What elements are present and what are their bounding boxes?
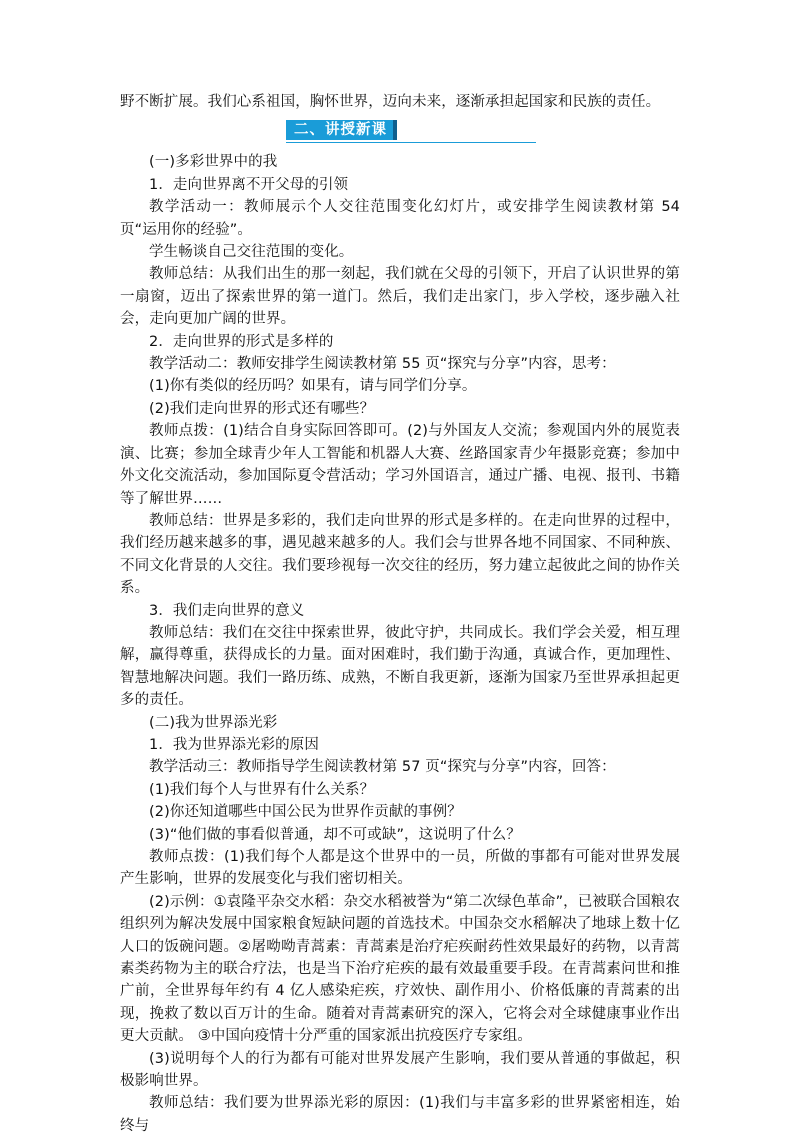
paragraph: (1)我们每个人与世界有什么关系？ [149,781,375,798]
paragraph: 学生畅谈自己交往范围的变化。 [149,244,354,261]
paragraph: 教学活动一：教师展示个人交往范围变化幻灯片，或安排学生阅读教材第 54 页“运用你的经验”。 [120,199,680,238]
paragraph: 教学活动二：教师安排学生阅读教材第 55 页“探究与分享”内容，思考： [149,356,616,373]
paragraph: 教师总结：从我们出生的那一刻起，我们就在父母的引领下，开启了认识世界的第一扇窗，迈出了探索世界的第一道门。然后，我们走出家门，步入学校，逐步融入社会，走向更加广阔的世界。 [120,266,680,328]
paragraph: 教师总结：我们要为世界添光彩的原因：(1)我们与丰富多彩的世界紧密相连，始终与 [120,1095,680,1134]
paragraph: (2)我们走向世界的形式还有哪些？ [149,400,375,417]
paragraph: 1．走向世界离不开父母的引领 [149,176,349,193]
paragraph: (一)多彩世界中的我 [149,154,278,171]
paragraph: (3)“他们做的事看似普通，却不可或缺”，这说明了什么？ [149,826,521,843]
intro-line: 野不断扩展。我们心系祖国，胸怀世界，迈向未来，逐渐承担起国家和民族的责任。 [120,94,661,110]
paragraph: 教师点拨：(1)结合自身实际回答即可。(2)与外国友人交流；参观国内外的展览表演、比赛；参加全球青少年人工智能和机器人大赛、丝路国家青少年摄影竞赛；参加中外文化交流活动，参加国际夏令营活动；学习外国语言，通过广播、电视、报刊、书籍等了解世界…… [120,423,680,507]
section-underline [286,142,536,143]
paragraph: 3．我们走向世界的意义 [149,602,305,619]
paragraph: (3)说明每个人的行为都有可能对世界发展产生影响，我们要从普通的事做起，积极影响世界。 [120,1050,680,1090]
paragraph: (2)你还知道哪些中国公民为世界作贡献的事例？ [149,804,462,821]
paragraph: (二)我为世界添光彩 [149,714,278,731]
paragraph: 教学活动三：教师指导学生阅读教材第 57 页“探究与分享”内容，回答： [149,759,616,776]
section-header-block [120,113,680,151]
document-body [120,91,680,1137]
paragraph: 2．走向世界的形式是多样的 [149,333,334,350]
paragraph-list [120,151,680,1137]
paragraph: (1)你有类似的经历吗？如果有，请与同学们分享。 [149,378,477,395]
paragraph: 教师总结：世界是多彩的，我们走向世界的形式是多样的。在走向世界的过程中，我们经历越来越多的事，遇见越来越多的人。我们会与世界各地不同国家、不同种族、不同文化背景的人交往。我们要珍视每一次交往的经历，努力建立起彼此之间的协作关系。 [120,512,680,597]
paragraph: 1．我为世界添光彩的原因 [149,736,319,753]
section-header: 二、讲授新课 [286,120,397,140]
paragraph: 教师总结：我们在交往中探索世界，彼此守护，共同成长。我们学会关爱，相互理解，赢得尊重，获得成长的力量。面对困难时，我们勤于沟通，真诚合作，更加理性、智慧地解决问题。我们一路历练、成熟，不断自我更新，逐渐为国家乃至世界承担起更多的责任。 [120,624,680,709]
paragraph: 教师点拨：(1)我们每个人都是这个世界中的一员，所做的事都有可能对世界发展产生影响，世界的发展变化与我们密切相关。 [120,849,680,888]
paragraph: (2)示例：①袁隆平杂交水稻：杂交水稻被誉为“第二次绿色革命”，已被联合国粮农组织列为解决发展中国家粮食短缺问题的首选技术。中国杂交水稻解决了地球上数十亿人口的饭碗问题。②屠呦呦青蒿素：青蒿素是治疗疟疾耐药性效果最好的药物，以青蒿素类药物为主的联合疗法，也是当下治疗疟疾的最有效最重要手段。在青蒿素问世和推广前，全世界每年约有 4 亿人感染疟疾，疗效快、副作用小、价格低廉的青蒿素的出现，挽救了数以百万计的生命。随着对青蒿素研究的深入，它将会对全球健康事业作出更大贡献。 ③中国向疫情十分严重的国家派出抗疫医疗专家组。 [120,893,680,1045]
